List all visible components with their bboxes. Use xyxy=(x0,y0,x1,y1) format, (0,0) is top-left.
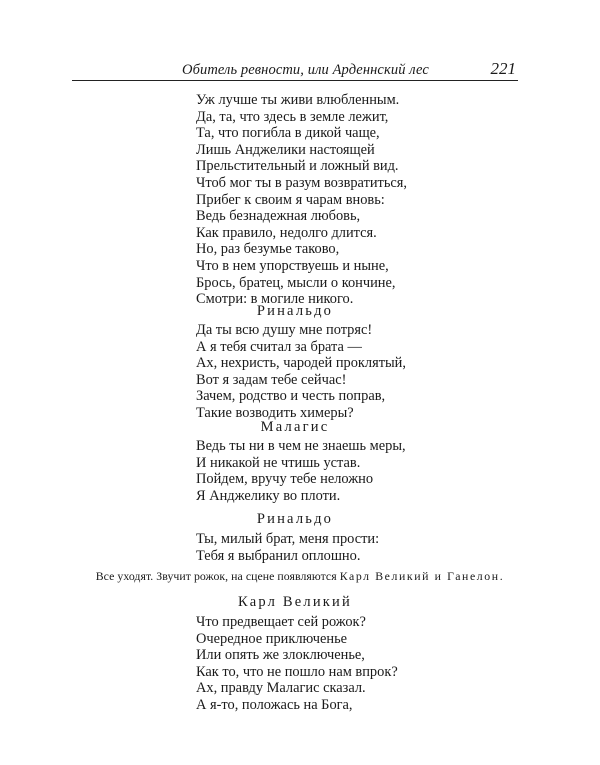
verse-line: Да ты всю душу мне потряс! xyxy=(196,322,373,338)
verse-line: Как то, что не пошло нам впрок? xyxy=(196,663,398,680)
verse-line: Смотри: в могиле никого. xyxy=(196,291,354,308)
verse-line: Уж лучше ты живи влюбленным. xyxy=(196,92,400,108)
stage-direction-text: Все уходят. Звучит рожок, на сцене появляются xyxy=(95,569,337,583)
speaker-name: Малагис xyxy=(260,419,330,435)
verse-line: Да, та, что здесь в земле лежит, xyxy=(196,108,389,125)
verse-line: Я Анджелику во плоти. xyxy=(196,487,341,504)
verse-line: Ах, нехристь, чародей проклятый, xyxy=(196,355,406,372)
verse-line: Ведь ты ни в чем не знаешь меры, xyxy=(196,438,406,454)
verse-line: Та, что погибла в дикой чаще, xyxy=(196,125,380,142)
page-number: 221 xyxy=(490,59,516,78)
verse-line: Брось, братец, мысли о кончине, xyxy=(196,274,396,291)
verse-line: Вот я задам тебе сейчас! xyxy=(196,371,347,388)
verse-line: Прельстительный и ложный вид. xyxy=(196,158,399,175)
verse-line: И никакой не чтишь устав. xyxy=(196,454,361,471)
verse-line: Пойдем, вручу тебе неложно xyxy=(196,471,374,488)
stage-direction-names: Карл Великий и Ганелон. xyxy=(339,569,505,583)
verse-block xyxy=(196,614,398,714)
verse-line: Прибег к своим я чарам вновь: xyxy=(196,191,385,208)
verse-block xyxy=(196,438,406,504)
verse-line: Лишь Анджелики настоящей xyxy=(196,141,375,158)
verse-line: Такие возводить химеры? xyxy=(196,404,354,421)
verse-line: Очередное приключенье xyxy=(196,630,348,647)
verse-line: Что в нем упорствуешь и ныне, xyxy=(196,257,389,274)
verse-line: Зачем, родство и честь поправ, xyxy=(196,388,386,405)
stage-direction xyxy=(0,569,600,584)
verse-line: Ах, правду Малагис сказал. xyxy=(196,680,366,697)
verse-line: Чтоб мог ты в разум возвратиться, xyxy=(196,174,408,191)
verse-line: Ведь безнадежная любовь, xyxy=(196,208,361,225)
speaker-name: Карл Великий xyxy=(238,594,352,610)
verse-line: Или опять же злоключенье, xyxy=(196,647,365,664)
verse-line: А я тебя считал за брата — xyxy=(196,338,362,355)
verse-line: Что предвещает сей рожок? xyxy=(196,614,366,630)
speaker-name: Ринальдо xyxy=(256,511,334,527)
running-title: Обитель ревности, или Арденнский лес xyxy=(182,62,429,78)
verse-block xyxy=(196,531,379,564)
verse-line: Как правило, недолго длится. xyxy=(196,224,377,241)
verse-line: Но, раз безумье таково, xyxy=(196,241,340,258)
verse-block xyxy=(196,322,406,422)
verse-line: А я-то, положась на Бога, xyxy=(196,696,353,713)
speaker-name: Ринальдо xyxy=(256,303,334,319)
verse-line: Ты, милый брат, меня прости: xyxy=(196,531,380,547)
running-header xyxy=(72,58,518,81)
verse-line: Тебя я выбранил оплошно. xyxy=(196,547,361,564)
verse-block xyxy=(196,92,407,308)
